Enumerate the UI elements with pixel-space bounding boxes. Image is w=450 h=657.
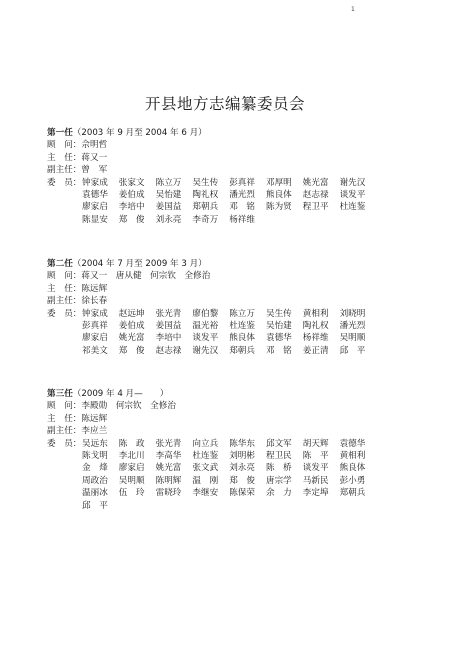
member-name: 彭真祥 (82, 321, 108, 331)
member-name: 赵志禄 (302, 190, 329, 200)
member-name: 姜伯成 (118, 321, 145, 331)
director-line (47, 284, 107, 295)
director-value: 陈远辉 (81, 283, 108, 294)
advisor-value: 佘明哲 (81, 140, 108, 151)
member-name: 陈戈明 (82, 451, 108, 461)
advisor-value: 蒋又一 唐从健 何宗钦 全修治 (81, 271, 211, 282)
member-name: 吴生传 (265, 308, 292, 319)
member-name: 陈保荣 (229, 488, 255, 499)
member-name: 吴明顺 (118, 475, 145, 486)
member-name: 潘光烈 (339, 321, 366, 331)
member-name: 钟家成 (82, 177, 108, 188)
member-name: 伍 玲 (118, 488, 145, 499)
members-row (82, 476, 376, 487)
member-name: 陈 桥 (265, 463, 292, 474)
member-name: 刘晓明 (339, 308, 366, 319)
member-name: 余 力 (265, 488, 292, 499)
member-name: 陈 政 (118, 438, 145, 449)
member-name: 杜连鉴 (229, 321, 255, 331)
member-name: 姚光富 (155, 463, 182, 474)
member-name: 陶礼权 (302, 321, 329, 331)
member-name: 姜正清 (302, 345, 329, 356)
member-name: 郑 俊 (118, 345, 145, 356)
members-row (82, 333, 376, 344)
member-name: 张家文 (118, 177, 145, 188)
term-heading (47, 259, 207, 270)
director-label: 主 任： (47, 152, 82, 163)
member-name: 钟家成 (82, 308, 108, 319)
page-title: 开县地方志编纂委员会 (144, 95, 305, 113)
member-name: 胡天辉 (302, 438, 329, 449)
members-row (82, 202, 376, 213)
member-name: 刘永亮 (229, 463, 255, 474)
member-name: 姜国益 (155, 202, 182, 213)
director-value: 蒋又一 (81, 152, 108, 163)
member-name: 谢先汉 (339, 177, 366, 188)
director-line (47, 414, 107, 425)
member-name: 温丽冰 (82, 488, 108, 499)
member-name: 李继安 (192, 488, 219, 499)
member-name: 马新民 (302, 475, 329, 486)
advisor-label: 顾 问： (47, 271, 82, 282)
member-name: 李培中 (118, 202, 145, 213)
members-label: 委 员： (47, 308, 82, 319)
member-name: 潘光烈 (229, 190, 255, 200)
director-line (47, 153, 107, 164)
member-name: 杜连鉴 (339, 202, 366, 213)
member-name: 郑朝兵 (339, 488, 366, 499)
member-name: 袁德华 (82, 190, 108, 200)
member-name: 祁美文 (82, 345, 108, 356)
members-row (82, 309, 376, 320)
member-name: 李定埠 (302, 488, 329, 499)
member-name: 李高华 (155, 451, 182, 461)
member-name: 张光青 (155, 438, 182, 449)
member-name: 谢先汉 (192, 345, 219, 356)
member-name: 赵志禄 (155, 345, 182, 356)
members-row (82, 463, 376, 474)
member-name: 姚光富 (118, 333, 145, 344)
term-period: （2009 年 4 月— ） (72, 389, 169, 399)
member-name: 姚光富 (302, 177, 329, 188)
deputy-director-label: 副主任： (47, 426, 82, 437)
advisor-line (47, 140, 107, 151)
member-name: 雷晓玲 (155, 488, 182, 499)
deputy-director-label: 副主任： (47, 296, 82, 307)
member-name: 廖家启 (118, 463, 145, 474)
member-name: 郑朝兵 (229, 345, 255, 356)
member-name: 廖伯黎 (192, 308, 219, 319)
member-name: 邱文军 (265, 438, 292, 449)
members-row (82, 190, 376, 201)
term-period: （2003 年 9 月至 2004 年 6 月） (72, 128, 207, 138)
deputy-director-value: 李应兰 (81, 426, 108, 437)
member-name: 刘永亮 (155, 214, 182, 225)
member-name: 陶礼权 (192, 190, 219, 200)
member-name: 邱 平 (82, 500, 108, 511)
member-name: 袁德华 (339, 438, 366, 449)
member-name: 陈立万 (229, 308, 255, 319)
director-label: 主 任： (47, 283, 82, 294)
advisor-label: 顾 问： (47, 401, 82, 412)
term-heading-label: 第二任 (47, 259, 73, 269)
member-name: 张光青 (155, 308, 182, 319)
member-name: 郑 俊 (118, 214, 145, 225)
member-name: 周政治 (82, 475, 108, 486)
member-name: 刘明彬 (229, 451, 255, 461)
deputy-director-value: 徐长春 (81, 296, 108, 307)
member-name: 陈明辉 (155, 475, 182, 486)
member-name: 熊良体 (229, 333, 255, 344)
term-period: （2004 年 7 月至 2009 年 3 月） (72, 259, 207, 269)
member-name: 郑朝兵 (192, 202, 219, 213)
member-name: 温光裕 (192, 321, 219, 331)
member-name: 李培中 (155, 333, 182, 344)
member-name: 邓 铭 (265, 345, 292, 356)
member-name: 黄相利 (302, 308, 329, 319)
page-mark: 1 (351, 6, 355, 13)
member-name: 熊良体 (265, 190, 292, 200)
member-name: 邱 平 (339, 345, 366, 356)
advisor-line (47, 271, 210, 282)
members-label: 委 员： (47, 438, 82, 449)
member-name: 吴生传 (192, 177, 219, 188)
director-label: 主 任： (47, 413, 82, 424)
term-heading-label: 第三任 (47, 389, 73, 399)
member-name: 吴远东 (82, 438, 108, 449)
member-name: 姜伯成 (118, 190, 145, 200)
member-name: 陈华东 (229, 438, 255, 449)
member-name: 吴怡建 (155, 190, 182, 200)
members-row (82, 178, 376, 189)
deputy-director-label: 副主任： (47, 165, 82, 176)
member-name: 吴怡建 (265, 321, 292, 331)
members-row (82, 451, 376, 462)
member-name: 彭小勇 (339, 475, 366, 486)
member-name: 廖家启 (82, 333, 108, 344)
deputy-director-line (47, 165, 107, 176)
member-name: 廖家启 (82, 202, 108, 213)
member-name: 谈发平 (192, 333, 219, 344)
members-label: 委 员： (47, 177, 82, 188)
member-name: 袁德华 (265, 333, 292, 344)
term-heading (47, 128, 207, 139)
members-row (82, 488, 376, 499)
member-name: 陈立万 (155, 177, 182, 188)
member-name: 姜国益 (155, 321, 182, 331)
member-name: 程卫平 (302, 202, 329, 213)
deputy-director-line (47, 426, 107, 437)
members-row (82, 439, 376, 450)
advisor-label: 顾 问： (47, 140, 82, 151)
member-name: 谈发平 (339, 190, 366, 200)
member-name: 李北川 (118, 451, 145, 461)
member-name: 郑 俊 (229, 475, 255, 486)
members-row (82, 346, 376, 357)
member-name: 向立兵 (192, 438, 219, 449)
deputy-director-value: 曾 军 (81, 165, 108, 176)
member-name: 杜连鉴 (192, 451, 219, 461)
members-row (82, 215, 266, 226)
member-name: 陈 平 (302, 451, 329, 461)
member-name: 黄相利 (339, 451, 366, 461)
member-name: 杨祥维 (302, 333, 329, 344)
member-name: 李奇万 (192, 214, 219, 225)
term-heading-label: 第一任 (47, 128, 73, 138)
member-name: 赵远坤 (118, 308, 145, 319)
member-name: 邓厚明 (265, 177, 292, 188)
member-name: 彭真祥 (229, 177, 255, 188)
member-name: 唐宗学 (265, 475, 292, 486)
member-name: 邓 铭 (229, 202, 255, 213)
member-name: 温 刚 (192, 475, 219, 486)
advisor-value: 李殿勋 何宗钦 全修治 (81, 401, 176, 412)
member-name: 张文武 (192, 463, 219, 474)
member-name: 谈发平 (302, 463, 329, 474)
members-row (82, 321, 376, 332)
member-name: 杨祥维 (229, 214, 255, 225)
deputy-director-line (47, 296, 107, 307)
member-name: 陈显安 (82, 214, 108, 225)
member-name: 陈为贤 (265, 202, 292, 213)
member-name: 金 烽 (82, 463, 108, 474)
director-value: 陈远辉 (81, 413, 108, 424)
term-heading (47, 389, 169, 400)
members-row (82, 501, 119, 512)
member-name: 熊良体 (339, 463, 366, 474)
advisor-line (47, 401, 176, 412)
member-name: 吴明顺 (339, 333, 366, 344)
member-name: 程卫民 (265, 451, 292, 461)
